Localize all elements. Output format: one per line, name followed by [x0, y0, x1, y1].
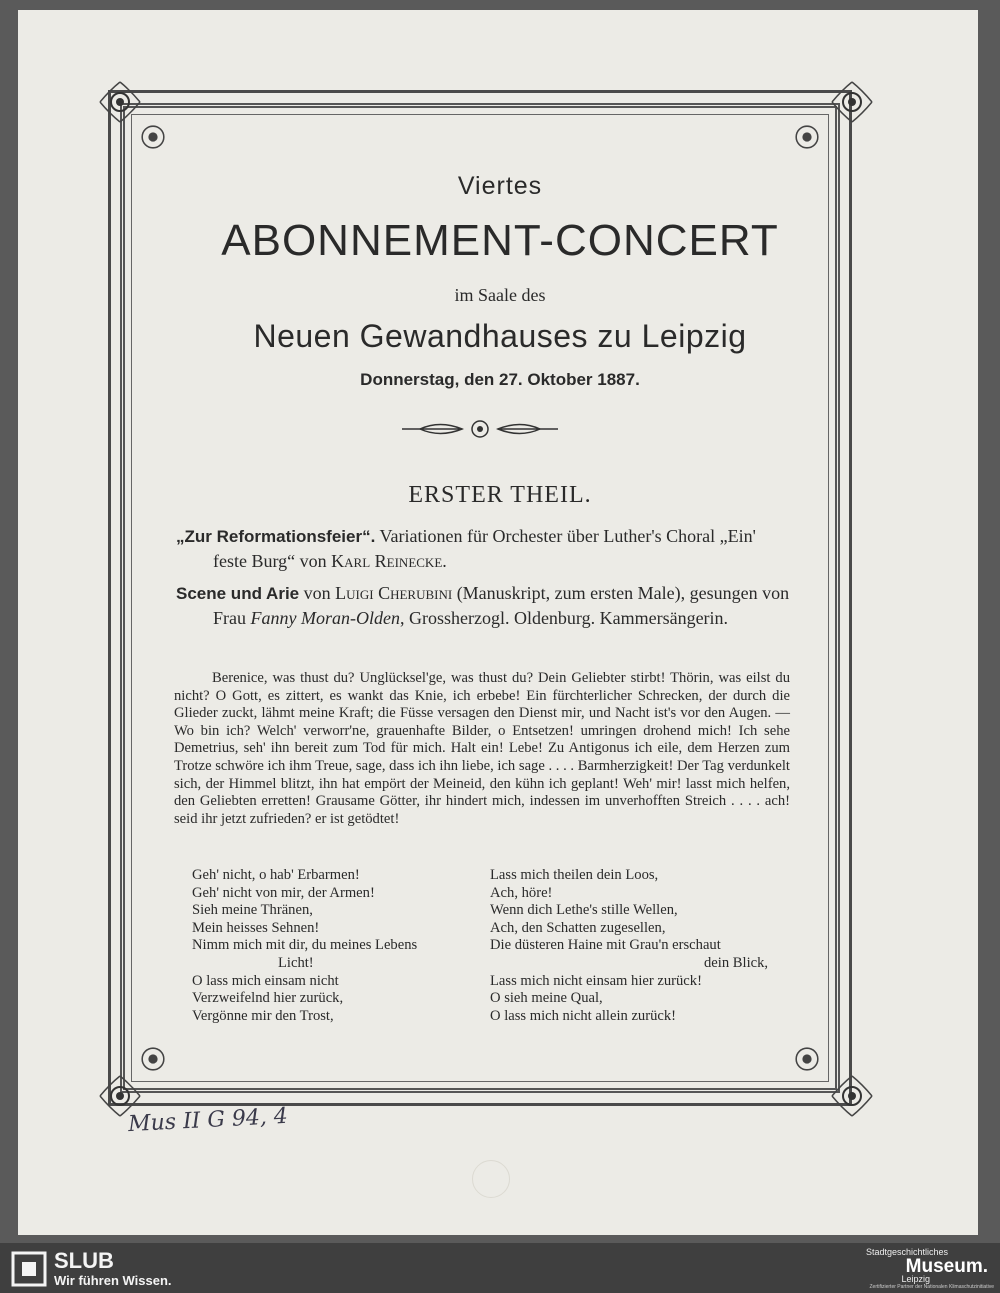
item-2-text-c: , Grossherzogl. Oldenburg. Kammersängerin.: [399, 608, 729, 628]
poem-right-column: [490, 867, 768, 1025]
museum-prefix: Stadtgeschichtliches: [865, 1247, 948, 1257]
slub-logo-icon: [10, 1250, 48, 1288]
section-title: ERSTER THEIL.: [408, 482, 592, 508]
poem-line: Mein heisses Sehnen!: [192, 919, 320, 936]
poem-line: O sieh meine Qual,: [490, 990, 603, 1007]
handwritten-shelfmark: Mus II G 94, 4: [127, 1103, 289, 1138]
inner-corner-rosette-icon: [136, 120, 170, 154]
inner-corner-rosette-icon: [790, 1042, 824, 1076]
poem-line: Nimm mich mit dir, du meines Lebens: [192, 937, 418, 954]
item-2-title: Scene und Arie: [176, 584, 300, 603]
recitative-text: [174, 670, 790, 828]
poem-line: O lass mich einsam nicht: [192, 972, 339, 989]
library-name[interactable]: SLUB: [54, 1248, 114, 1273]
inner-corner-rosette-icon: [790, 120, 824, 154]
poem-line: Lass mich theilen dein Loos,: [490, 867, 659, 883]
corner-ornament-icon: [98, 80, 142, 124]
museum-note: Zertifizierter Partner der Nationalen Klimaschutzinitiative: [869, 1284, 994, 1290]
venue-intro: im Saale des: [454, 285, 546, 305]
divider-ornament-icon: [400, 418, 560, 440]
poem-line: Lass mich nicht einsam hier zurück!: [490, 972, 702, 989]
poem-line: Wenn dich Lethe's stille Wellen,: [490, 902, 678, 919]
poem-line: Vergönne mir den Trost,: [192, 1007, 334, 1024]
item-2-text-b: (Manuskript, zum ersten Male), gesungen von Frau: [213, 583, 790, 628]
concert-date: Donnerstag, den 27. Oktober 1887.: [360, 370, 640, 389]
poem-line: Geh' nicht von mir, der Armen!: [192, 884, 375, 901]
program-item-1: [176, 524, 790, 574]
item-1-end: .: [442, 551, 447, 571]
item-1-title: „Zur Reformationsfeier“.: [176, 527, 376, 546]
item-2-composer: Luigi Cherubini: [335, 583, 453, 603]
poem-line: dein Blick,: [704, 954, 769, 971]
museum-city: Leipzig: [901, 1274, 930, 1284]
embossed-stamp: [472, 1160, 510, 1198]
item-2-text-a: von: [299, 583, 336, 603]
concert-number: Viertes: [457, 172, 543, 200]
poem-line: Sieh meine Thränen,: [192, 902, 313, 919]
library-tagline: Wir führen Wissen.: [54, 1273, 172, 1288]
corner-ornament-icon: [830, 1074, 874, 1118]
poem-line: O lass mich nicht allein zurück!: [490, 1007, 677, 1024]
corner-ornament-icon: [830, 80, 874, 124]
museum-name[interactable]: Museum.: [905, 1256, 988, 1277]
item-1-composer: Karl Reinecke: [331, 551, 443, 571]
program-item-2: [176, 581, 790, 631]
footer-bar: [0, 1243, 1000, 1293]
poem-line: Verzweifelnd hier zurück,: [192, 990, 344, 1007]
inner-corner-rosette-icon: [136, 1042, 170, 1076]
poem-line: Licht!: [278, 954, 314, 971]
venue-name: Neuen Gewandhauses zu Leipzig: [253, 318, 747, 354]
poem-line: Ach, den Schatten zugesellen,: [490, 919, 666, 936]
page-title: ABONNEMENT-CONCERT: [221, 216, 779, 265]
poem-line: Ach, höre!: [490, 884, 553, 901]
poem-line: Die düsteren Haine mit Grau'n erschaut: [490, 937, 721, 954]
recitative-body: Berenice, was thust du? Unglücksel'ge, was thust du? Dein Geliebter stirbt! Thörin, was eilst du nicht? O Gott, es zittert, es wankt das Knie, ich erbebe! Ein fürchterlicher Schrecken, der durch die Glieder zuckt, lähmt meine Kraft; die Füsse versagen den Dienst mir, und Nacht ist's vor den Augen. — Wo bin ich? Welch' verworr'ne, grauenhafte Bilder, o Entsetzen! umringen drohend mich! Ich sehe Demetrius, seh' ihn bereit zum Tod für mich. Halt ein! Lebe! Zu Antigonus ich eile, dem Herzen zum Trotze schwöre ich ihm Treue, sage, dass ich ihn liebe, ich sage . . . . Barmherzigkeit! Der Tag verdunkelt sich, der Himmel blitzt, ihn hat empört der Meineid, den kühn ich geplant! Weh' mir! lasst mich helfen, den Geliebten erretten! Grausame Götter, ihr hindert mich, indessen im unverhofften Streich . . . . ach! seid ihr jetzt zufrieden? er ist getödtet!: [174, 670, 790, 827]
item-2-singer: Fanny Moran-Olden: [250, 608, 400, 628]
item-1-description: Variationen für Orchester über Luther's Choral „Ein' feste Burg“ von: [213, 526, 756, 571]
poem-line: Geh' nicht, o hab' Erbarmen!: [192, 867, 360, 883]
poem-left-column: [192, 867, 417, 1025]
